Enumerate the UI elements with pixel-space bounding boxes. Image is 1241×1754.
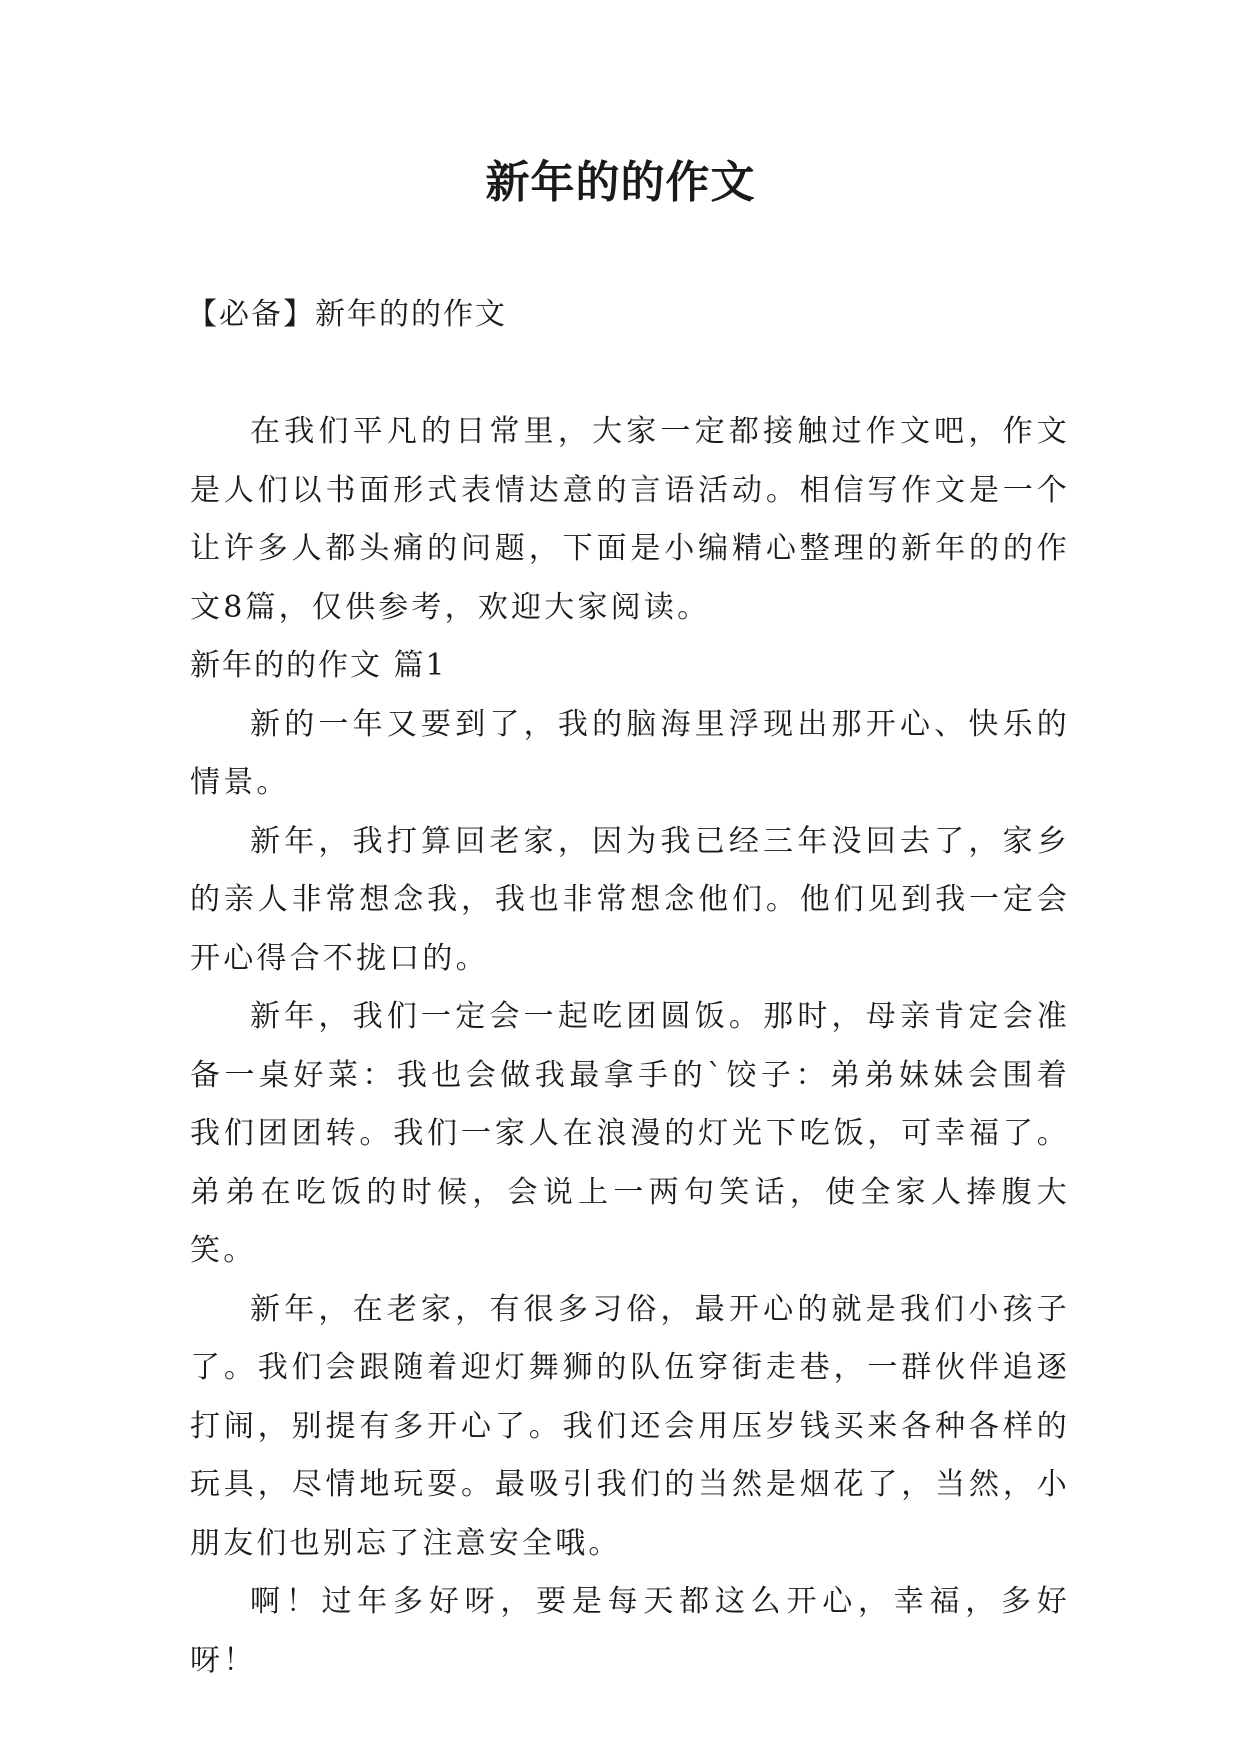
body-paragraph: 新年，在老家，有很多习俗，最开心的就是我们小孩子了。我们会跟随着迎灯舞狮的队伍穿街走巷，一群伙伴追逐打闹，别提有多开心了。我们还会用压岁钱买来各种各样的玩具，尽情地玩耍。最吸引我们的当然是烟花了，当然，小朋友们也别忘了注意安全哦。 [190,1291,1070,1561]
body-paragraph: 新的一年又要到了，我的脑海里浮现出那开心、快乐的情景。 [190,706,1070,800]
body-paragraph: 啊！过年多好呀，要是每天都这么开心，幸福，多好呀！ [190,1584,1070,1678]
body-paragraph: 新年，我们一定会一起吃团圆饭。那时，母亲肯定会准备一桌好菜：我也会做我最拿手的`饺子：弟弟妹妹会围着我们团团转。我们一家人在浪漫的灯光下吃饭，可幸福了。弟弟在吃饭的时候，会说上一两句笑话，使全家人捧腹大笑。 [190,999,1070,1268]
document-subtitle: 【必备】新年的的作文 [187,297,507,332]
document-title: 新年的的作文 [485,157,756,208]
section-heading: 新年的的作文 篇1 [190,648,447,683]
document-body [190,403,1070,1690]
intro-paragraph: 在我们平凡的日常里，大家一定都接触过作文吧，作文是人们以书面形式表情达意的言语活动。相信写作文是一个让许多人都头痛的问题，下面是小编精心整理的新年的的作文8篇，仅供参考，欢迎大家阅读。 [190,414,1070,625]
body-paragraph: 新年，我打算回老家，因为我已经三年没回去了，家乡的亲人非常想念我，我也非常想念他们。他们见到我一定会开心得合不拢口的。 [190,823,1070,976]
